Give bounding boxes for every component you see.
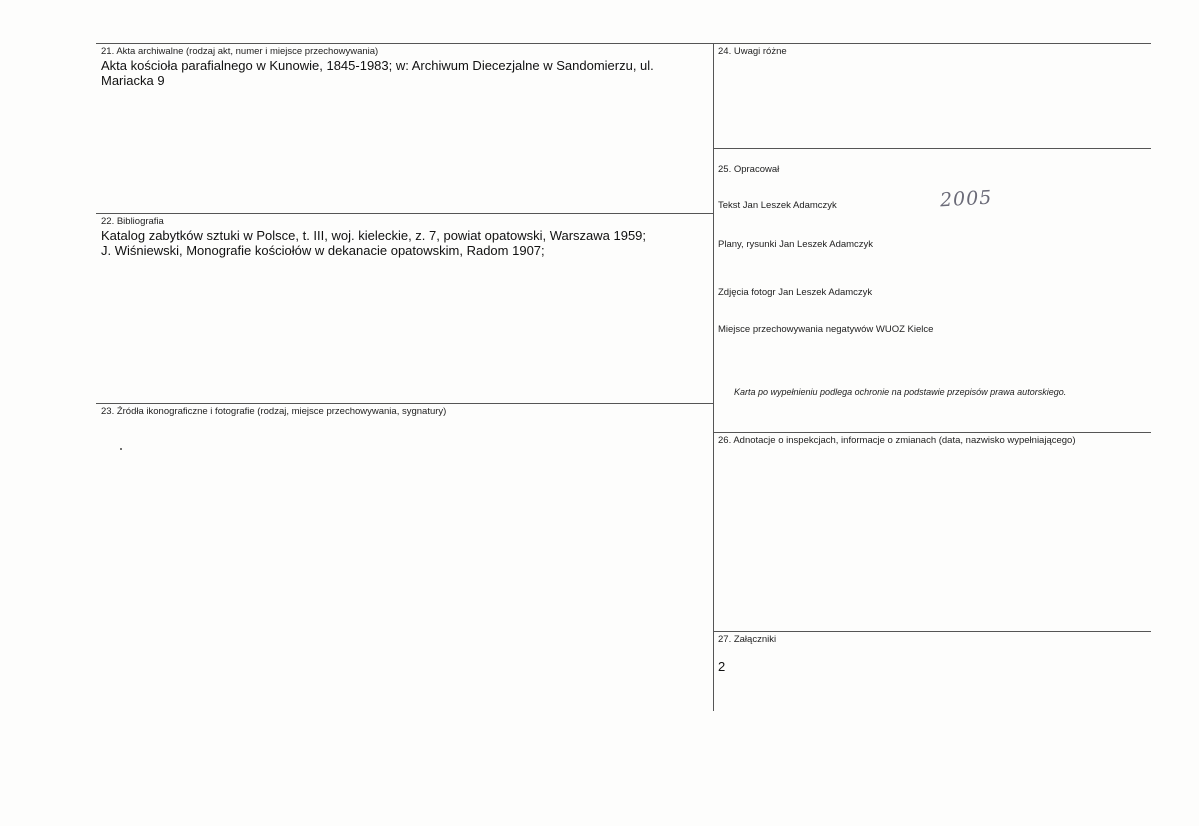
tekst-author: Tekst Jan Leszek Adamczyk	[718, 200, 837, 211]
section-22-line1: Katalog zabytków sztuki w Polsce, t. III, woj. kieleckie, z. 7, powiat opatowski, Warszawa 1959;	[101, 228, 647, 243]
plany-author: Plany, rysunki Jan Leszek Adamczyk	[718, 239, 874, 250]
section-26-label: 26. Adnotacje o inspekcjach, informacje o zmianach (data, nazwisko wypełniającego)	[718, 435, 1076, 446]
section-24-label: 24. Uwagi różne	[718, 46, 787, 57]
negatives-location: Miejsce przechowywania negatywów WUOZ Kielce	[718, 324, 934, 335]
section-21-text: Akta kościoła parafialnego w Kunowie, 1845-1983; w: Archiwum Diecezjalne w Sandomierzu, ul. Mariacka 9	[101, 58, 654, 88]
handwritten-year: 2005	[939, 186, 993, 212]
section-23-label: 23. Źródła ikonograficzne i fotografie (rodzaj, miejsce przechowywania, sygnatury)	[101, 406, 447, 417]
column-divider	[713, 43, 714, 711]
section-22-line2: J. Wiśniewski, Monografie kościołów w dekanacie opatowskim, Radom 1907;	[101, 243, 545, 258]
divider-21-top	[96, 43, 714, 44]
divider-22-top	[96, 213, 714, 214]
copyright-note: Karta po wypełnieniu podlega ochronie na podstawie przepisów prawa autorskiego.	[734, 387, 1067, 397]
section-25-label: 25. Opracował	[718, 164, 780, 175]
divider-27-top	[713, 631, 1151, 632]
divider-23-top	[96, 403, 714, 404]
divider-24-top	[713, 43, 1151, 44]
zdjecia-author: Zdjęcia fotogr Jan Leszek Adamczyk	[718, 287, 873, 298]
section-22-label: 22. Bibliografia	[101, 216, 164, 227]
section-27-label: 27. Załączniki	[718, 634, 777, 645]
attachments-count: 2	[718, 659, 726, 674]
section-21-label: 21. Akta archiwalne (rodzaj akt, numer i miejsce przechowywania)	[101, 46, 379, 57]
divider-26-top	[713, 432, 1151, 433]
stray-mark	[120, 448, 122, 450]
divider-25-top	[713, 148, 1151, 149]
